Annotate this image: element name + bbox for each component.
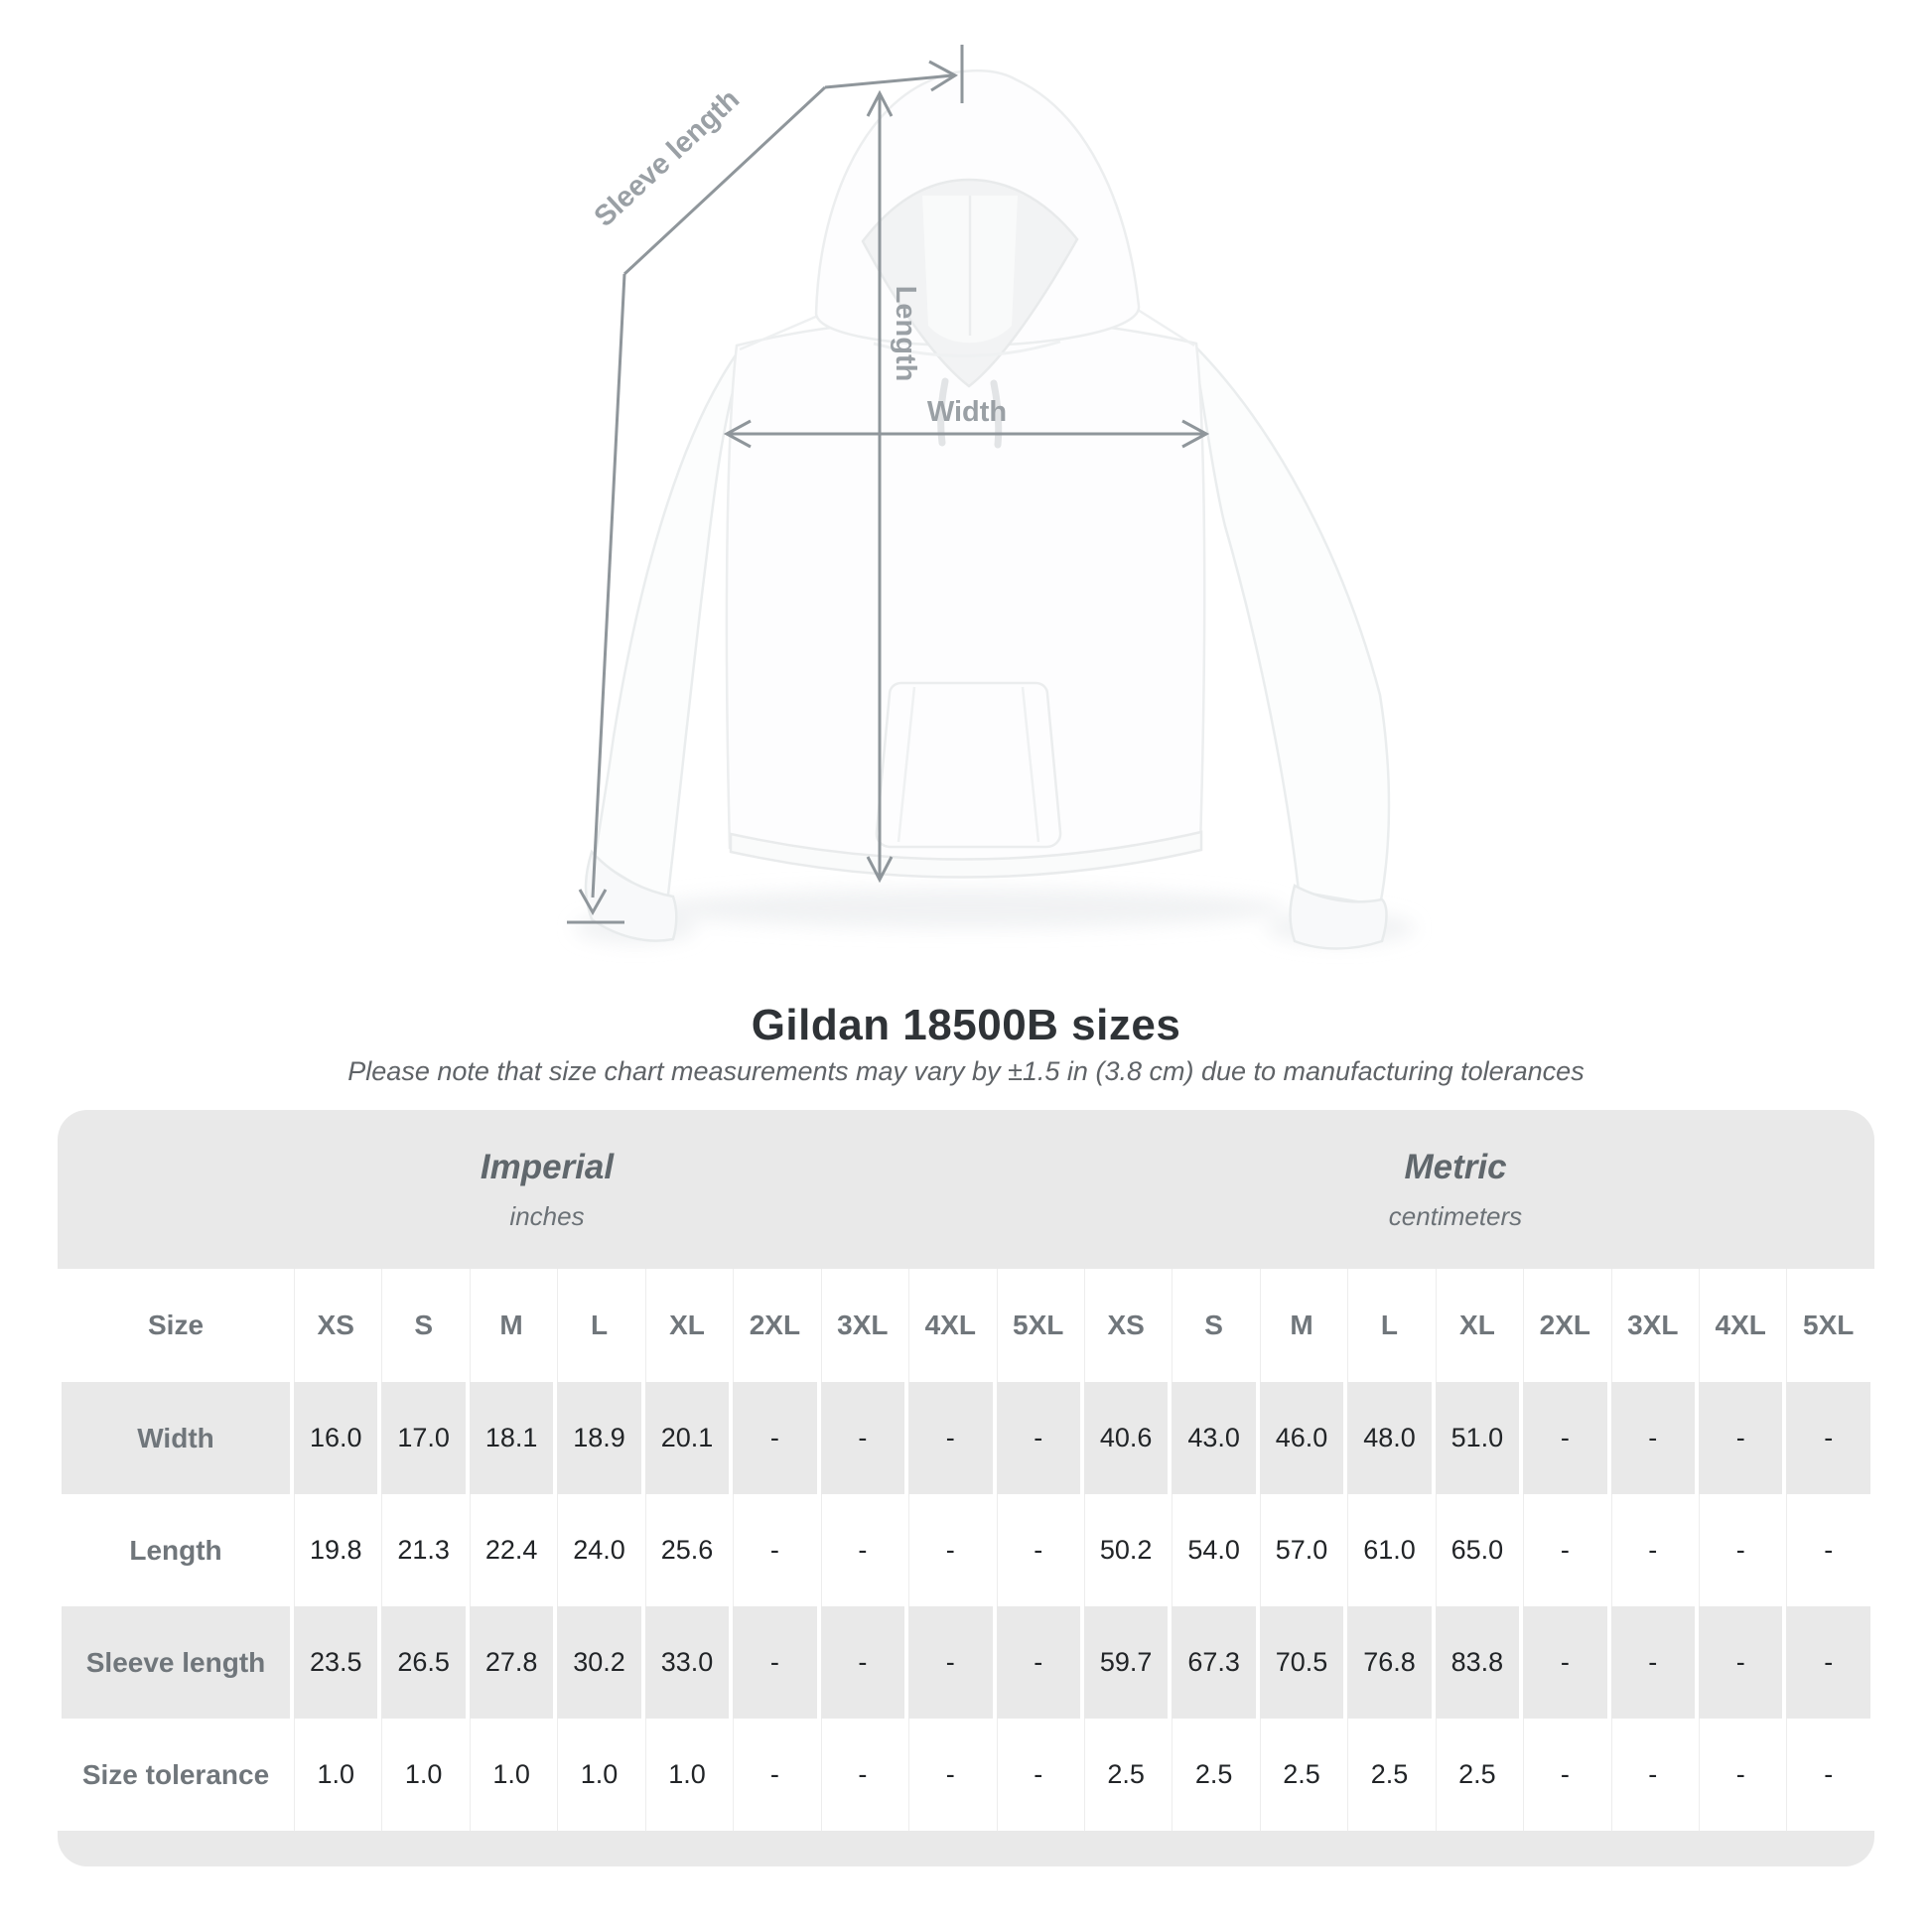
table-row-size-tolerance: [62, 1719, 1870, 1831]
hoodie-shadow: [574, 889, 1415, 944]
value-cell: -: [908, 1382, 992, 1494]
size-col-imperial-xl: XL: [645, 1269, 729, 1382]
value-cell: -: [1699, 1719, 1782, 1831]
value-cell: 1.0: [294, 1719, 377, 1831]
size-col-imperial-xs: XS: [294, 1269, 377, 1382]
value-cell: 25.6: [645, 1494, 729, 1606]
value-cell: 2.5: [1436, 1719, 1519, 1831]
value-cell: 27.8: [470, 1606, 553, 1719]
value-cell: 20.1: [645, 1382, 729, 1494]
value-cell: 1.0: [557, 1719, 640, 1831]
hoodie-pocket: [877, 683, 1060, 847]
value-cell: 57.0: [1260, 1494, 1343, 1606]
size-col-metric-3xl: 3XL: [1611, 1269, 1695, 1382]
hoodie-right-sleeve: [1194, 345, 1389, 905]
value-cell: 83.8: [1436, 1606, 1519, 1719]
value-cell: -: [908, 1719, 992, 1831]
row-label: Size tolerance: [81, 1758, 270, 1790]
size-col-imperial-5xl: 5XL: [997, 1269, 1080, 1382]
value-cell: -: [1786, 1382, 1870, 1494]
size-col-metric-5xl: 5XL: [1786, 1269, 1870, 1382]
size-col-imperial-2xl: 2XL: [733, 1269, 816, 1382]
size-col-imperial-3xl: 3XL: [821, 1269, 904, 1382]
value-cell: -: [733, 1719, 816, 1831]
value-cell: 19.8: [294, 1494, 377, 1606]
value-cell: 1.0: [645, 1719, 729, 1831]
value-cell: 2.5: [1260, 1719, 1343, 1831]
value-cell: 65.0: [1436, 1494, 1519, 1606]
value-cell: -: [733, 1494, 816, 1606]
value-cell: -: [1523, 1719, 1606, 1831]
page-title: Gildan 18500B sizes: [751, 1001, 1181, 1049]
value-cell: 2.5: [1084, 1719, 1168, 1831]
value-cell: -: [908, 1494, 992, 1606]
value-cell: 1.0: [470, 1719, 553, 1831]
value-cell: 30.2: [557, 1606, 640, 1719]
table-footer-band: [58, 1831, 1874, 1866]
size-col-metric-2xl: 2XL: [1523, 1269, 1606, 1382]
value-cell: -: [997, 1719, 1080, 1831]
table-row-length: [62, 1494, 1870, 1606]
table-row-sleeve-length: [62, 1606, 1870, 1719]
value-cell: -: [821, 1382, 904, 1494]
value-cell: 48.0: [1347, 1382, 1431, 1494]
value-cell: -: [1786, 1606, 1870, 1719]
metric-group-header: [1036, 1110, 1874, 1269]
size-col-metric-4xl: 4XL: [1699, 1269, 1782, 1382]
value-cell: 40.6: [1084, 1382, 1168, 1494]
value-cell: 16.0: [294, 1382, 377, 1494]
value-cell: 67.3: [1172, 1606, 1255, 1719]
value-cell: 22.4: [470, 1494, 553, 1606]
hoodie-garment: [586, 70, 1389, 948]
size-table: [58, 1269, 1874, 1831]
value-cell: -: [821, 1719, 904, 1831]
value-cell: -: [1523, 1382, 1606, 1494]
value-cell: -: [821, 1494, 904, 1606]
value-cell: 61.0: [1347, 1494, 1431, 1606]
value-cell: -: [1786, 1719, 1870, 1831]
value-cell: -: [1523, 1494, 1606, 1606]
value-cell: 18.1: [470, 1382, 553, 1494]
value-cell: 59.7: [1084, 1606, 1168, 1719]
value-cell: -: [1611, 1719, 1695, 1831]
value-cell: 70.5: [1260, 1606, 1343, 1719]
value-cell: 33.0: [645, 1606, 729, 1719]
value-cell: -: [1699, 1382, 1782, 1494]
value-cell: -: [1611, 1382, 1695, 1494]
value-cell: -: [821, 1606, 904, 1719]
size-col-metric-xl: XL: [1436, 1269, 1519, 1382]
value-cell: 43.0: [1172, 1382, 1255, 1494]
value-cell: 21.3: [381, 1494, 465, 1606]
size-col-metric-l: L: [1347, 1269, 1431, 1382]
imperial-group-header: [58, 1110, 1036, 1269]
value-cell: -: [1699, 1606, 1782, 1719]
size-table-card: [58, 1110, 1874, 1866]
value-cell: -: [1786, 1494, 1870, 1606]
value-cell: -: [997, 1382, 1080, 1494]
value-cell: 24.0: [557, 1494, 640, 1606]
value-cell: 76.8: [1347, 1606, 1431, 1719]
value-cell: -: [1611, 1494, 1695, 1606]
size-col-imperial-m: M: [470, 1269, 553, 1382]
value-cell: 2.5: [1172, 1719, 1255, 1831]
row-label: Sleeve length: [62, 1606, 290, 1719]
value-cell: 23.5: [294, 1606, 377, 1719]
row-label: Width: [62, 1382, 290, 1494]
value-cell: -: [908, 1606, 992, 1719]
value-cell: 18.9: [557, 1382, 640, 1494]
value-cell: -: [733, 1382, 816, 1494]
metric-title: Metric: [1404, 1147, 1507, 1186]
value-cell: 54.0: [1172, 1494, 1255, 1606]
metric-subtitle: centimeters: [1388, 1200, 1523, 1231]
length-label: Length: [890, 285, 921, 382]
imperial-subtitle: inches: [509, 1200, 585, 1231]
value-cell: 26.5: [381, 1606, 465, 1719]
value-cell: -: [1523, 1606, 1606, 1719]
size-col-metric-s: S: [1172, 1269, 1255, 1382]
size-col-imperial-s: S: [381, 1269, 465, 1382]
size-header-row: [62, 1269, 1870, 1382]
value-cell: -: [997, 1494, 1080, 1606]
value-cell: 1.0: [381, 1719, 465, 1831]
imperial-title: Imperial: [480, 1147, 615, 1186]
row-label: Length: [129, 1534, 222, 1566]
sleeve-length-label: Sleeve length: [588, 82, 747, 233]
width-label: Width: [926, 396, 1008, 428]
size-col-imperial-l: L: [557, 1269, 640, 1382]
value-cell: 46.0: [1260, 1382, 1343, 1494]
value-cell: 17.0: [381, 1382, 465, 1494]
table-row-width: [62, 1382, 1870, 1494]
value-cell: 2.5: [1347, 1719, 1431, 1831]
value-cell: -: [997, 1606, 1080, 1719]
page-subtitle: Please note that size chart measurements may vary by ±1.5 in (3.8 cm) due to manufacturing tolerances: [347, 1056, 1585, 1086]
value-cell: 50.2: [1084, 1494, 1168, 1606]
value-cell: -: [733, 1606, 816, 1719]
size-col-metric-m: M: [1260, 1269, 1343, 1382]
unit-group-band: [58, 1110, 1874, 1269]
size-header-label: Size: [147, 1310, 205, 1340]
value-cell: -: [1699, 1494, 1782, 1606]
size-col-metric-xs: XS: [1084, 1269, 1168, 1382]
value-cell: 51.0: [1436, 1382, 1519, 1494]
value-cell: -: [1611, 1606, 1695, 1719]
size-col-imperial-4xl: 4XL: [908, 1269, 992, 1382]
